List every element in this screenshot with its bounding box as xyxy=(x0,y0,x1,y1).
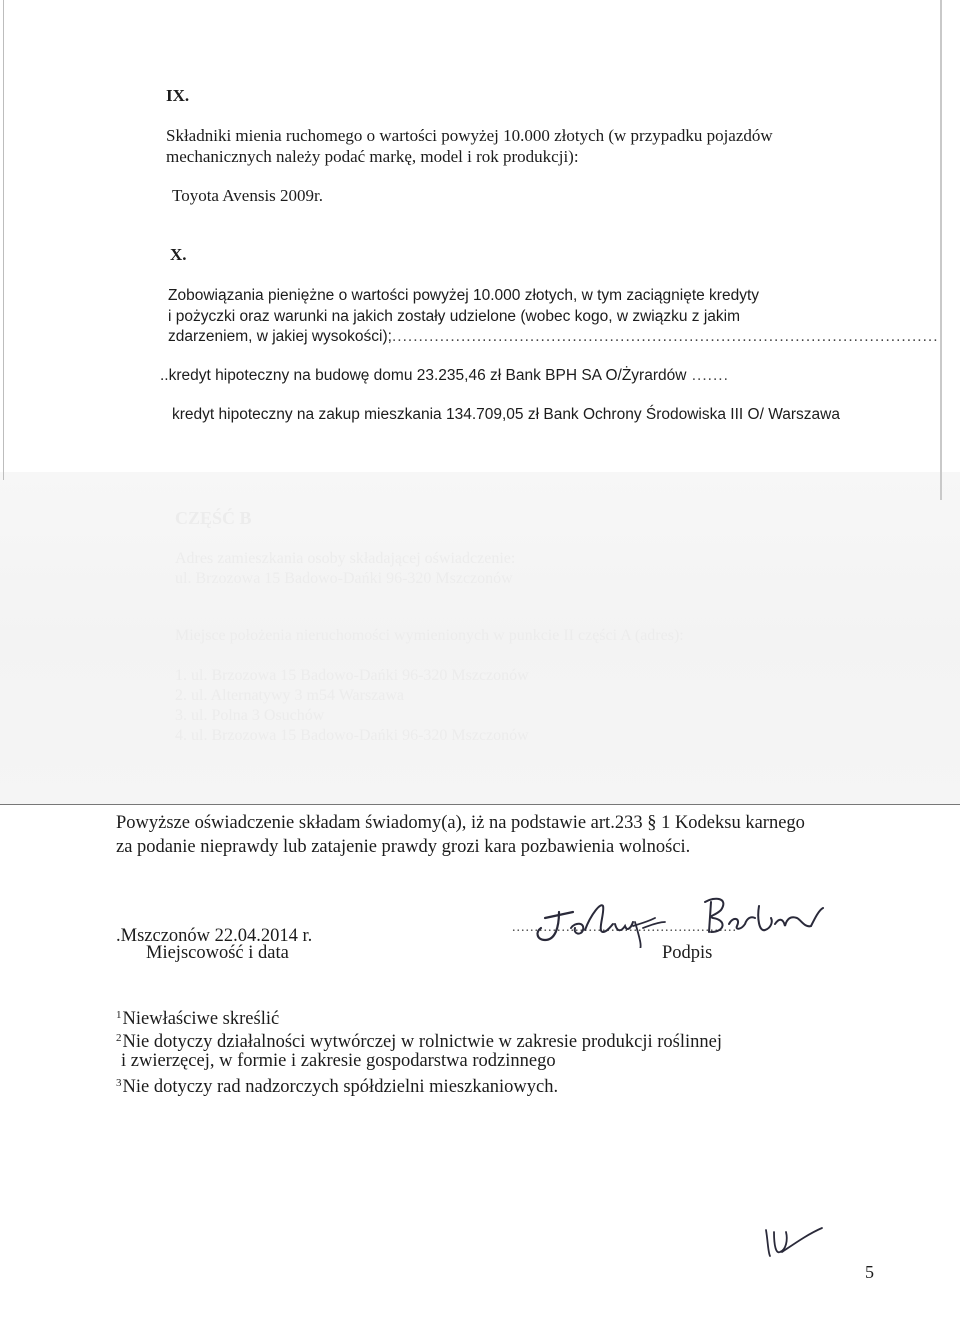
dotted-fill: ....... xyxy=(686,367,729,384)
ghost-text: 1. ul. Brzozowa 15 Badowo-Dańki 96-320 Mszczonów xyxy=(175,667,529,684)
dotted-fill: ....................................................................................................... xyxy=(391,328,939,345)
declaration-line2: za podanie nieprawdy lub zatajenie prawdy grozi kara pozbawienia wolności. xyxy=(116,837,691,857)
footnote-number: 1 xyxy=(116,1009,122,1021)
footnote-number: 2 xyxy=(116,1032,122,1044)
page-number: 5 xyxy=(865,1262,874,1282)
handwritten-initials xyxy=(760,1222,830,1262)
loan-entry-2: kredyt hipoteczny na zakup mieszkania 134.709,05 zł Bank Ochrony Środowiska III O/ Warszawa xyxy=(172,406,840,423)
ghost-text: Adres zamieszkania osoby składającej oświadczenie: xyxy=(175,550,516,567)
sheet-edge-line xyxy=(0,804,960,805)
footnote-3 xyxy=(116,1072,558,1099)
place-date-label: Miejscowość i data xyxy=(146,943,289,963)
overlapping-sheet xyxy=(0,472,960,805)
ghost-text: CZĘŚĆ B xyxy=(175,508,252,528)
footnote-number: 3 xyxy=(116,1077,122,1089)
footnote-text: Niewłaściwe skreślić xyxy=(122,1009,280,1029)
section-x-paragraph-line3 xyxy=(168,328,939,346)
section-x-paragraph-line1: Zobowiązania pieniężne o wartości powyżej 10.000 złotych, w tym zaciągnięte kredyty xyxy=(168,287,760,304)
section-x-paragraph-line3-text: zdarzeniem, w jakiej wysokości); xyxy=(168,328,392,345)
loan-entry-1-text: ..kredyt hipoteczny na budowę domu 23.235,46 zł Bank BPH SA O/Żyrardów xyxy=(160,367,687,384)
vehicle-entry: Toyota Avensis 2009r. xyxy=(172,186,324,205)
ghost-text: ul. Brzozowa 15 Badowo-Dańki 96-320 Mszczonów xyxy=(175,570,513,587)
section-ix-paragraph-line1: Składniki mienia ruchomego o wartości powyżej 10.000 złotych (w przypadku pojazdów xyxy=(166,126,773,145)
place-date-value: .Mszczonów 22.04.2014 r. xyxy=(116,926,313,946)
declaration-line1: Powyższe oświadczenie składam świadomy(a), iż na podstawie art.233 § 1 Kodeksu karnego xyxy=(116,813,805,833)
loan-entry-1 xyxy=(160,367,729,385)
section-ix-heading: IX. xyxy=(166,86,190,105)
ghost-text: 2. ul. Alternatywy 3 m54 Warszawa xyxy=(175,687,405,704)
footnote-text: Nie dotyczy działalności wytwórczej w rolnictwie w zakresie produkcji roślinnej xyxy=(122,1032,723,1052)
section-x-heading: X. xyxy=(170,245,187,264)
page-left-edge xyxy=(3,0,4,480)
section-ix-paragraph-line2: mechanicznych należy podać markę, model i rok produkcji): xyxy=(166,147,579,166)
ghost-text: 4. ul. Brzozowa 15 Badowo-Dańki 96-320 Mszczonów xyxy=(175,727,529,744)
ghost-text: 3. ul. Polna 3 Osuchów xyxy=(175,707,325,724)
page-right-edge xyxy=(940,0,942,500)
footnote-text: Nie dotyczy rad nadzorczych spółdzielni mieszkaniowych. xyxy=(122,1077,559,1097)
footnote-2-continued: i zwierzęcej, w formie i zakresie gospodarstwa rodzinnego xyxy=(121,1051,556,1071)
signature-dotted-line: .................................................. xyxy=(512,920,737,935)
handwritten-signature xyxy=(515,888,835,948)
signature-label: Podpis xyxy=(662,943,713,963)
section-x-paragraph-line2: i pożyczki oraz warunki na jakich zostały udzielone (wobec kogo, w związku z jakim xyxy=(168,308,741,325)
ghost-text: Miejsce położenia nieruchomości wymienionych w punkcie II części A (adres): xyxy=(175,627,684,644)
